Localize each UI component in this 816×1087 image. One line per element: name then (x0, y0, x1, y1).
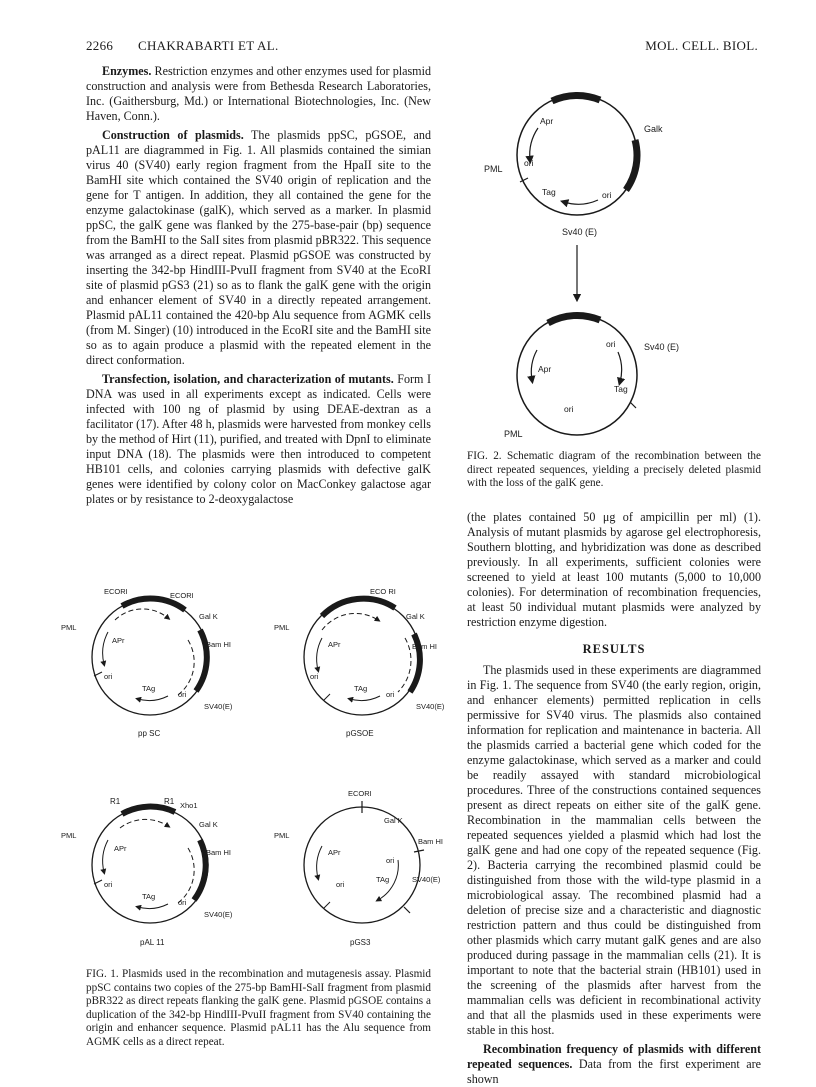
fig2-bottom-sv40: Sv40 (E) (644, 342, 680, 352)
fig2-deleted-plasmid (504, 315, 679, 439)
transfection-heading: Transfection, isolation, and characterization of mutants. (102, 372, 394, 386)
ppsc-sv40: SV40(E) (204, 702, 233, 711)
pal11-bamhi: Bam HI (206, 848, 232, 857)
pgsoe-apr: APr (328, 640, 341, 649)
pgs3-bamhi: Bam HI (418, 837, 444, 846)
left-column (86, 64, 431, 507)
recombination-paragraph (467, 1042, 761, 1087)
ppsc-ecori-2: ECORI (170, 591, 194, 600)
fig2-bottom-ori: ori (564, 404, 574, 414)
ppsc-tag: TAg (142, 684, 156, 693)
ppsc-pml: PML (61, 623, 77, 632)
pgsoe-name: pGSOE (346, 729, 374, 738)
page-number: 2266 (86, 38, 114, 53)
pgs3-apr: APr (328, 848, 341, 857)
construction-heading: Construction of plasmids. (102, 128, 244, 142)
plasmid-ppsc-diagram (61, 587, 233, 738)
pgs3-galk: Gal K (384, 816, 403, 825)
pal11-ori-2: ori (178, 898, 187, 907)
pal11-galk: Gal K (199, 820, 218, 829)
fig2-top-tag: Tag (542, 187, 556, 197)
figure-2-caption: FIG. 2. Schematic diagram of the recombination between the direct repeated sequences, yielding a precisely deleted plasmid with the loss of the galK gene. (467, 450, 761, 489)
pgsoe-pml: PML (274, 623, 290, 632)
fig2-top-apr: Apr (540, 116, 554, 126)
construction-text: The plasmids ppSC, pGSOE, and pAL11 are diagrammed in Fig. 1. All plasmids contained the simian virus 40 (SV40) early region fragment from the HpaII site to the BamHI site which contained the SV40 origin of replication and the gene for T antigen. In addition, they all contained the gene for the enzyme galactokinase (galK), which served as a marker. In plasmid ppSC, the galK gene was flanked by the 275-base-pair (bp) sequence from the BamHI to the SalI sites from plasmid pBR322. This sequence was arranged as a direct repeat. Plasmid pGSOE was constructed by inserting the 342-bp HindIII-PvuII fragment from SV40 at the EcoRI site of plasmid pGS3 (21) so as to flank the galK gene with the origin and enhancer element of SV40 in a directly repeated arrangement. Plasmid pAL11 contained the 420-bp Alu sequence from AGMK cells (from M. Singer) (10) introduced in the EcoRI site and the BamHI site so as to again produce a plasmid with the repeated element in the direct conformation. (86, 128, 431, 367)
pal11-ori: ori (104, 880, 113, 889)
construction-paragraph (86, 128, 431, 368)
fig2-top-pml: PML (484, 164, 503, 174)
fig2-bottom-pml: PML (504, 429, 523, 439)
ppsc-galk: Gal K (199, 612, 218, 621)
ppsc-bamhi: Bam HI (206, 640, 232, 649)
fig2-top-sv40: Sv40 (E) (562, 227, 598, 237)
enzymes-heading: Enzymes. (102, 64, 152, 78)
pgs3-ecori: ECORI (348, 789, 372, 798)
plasmid-pal11-diagram (61, 797, 233, 947)
pgsoe-galk: Gal K (406, 612, 425, 621)
running-authors: CHAKRABARTI ET AL. (138, 38, 279, 53)
fig2-bottom-tag: Tag (614, 384, 628, 394)
results-paragraph: The plasmids used in these experiments are diagrammed in Fig. 1. The sequence from SV40 (the early region, origin, and enhancer elements) permitted replication in cells permissive for SV40 virus. The plasmids also contained information for replication and maintenance in bacteria. All the plasmids carried a bacterial gene which coded for the enzyme galactokinase, which served as a marker and could be readily assayed with standard microbiological procedures. Three of the constructions contained sequences present as direct repeats on either site of the galK gene. Recombination in the mammalian cells between the repeated sequences yielded a plasmid which had lost the galK gene and had one copy of the repeated sequence (Fig. 2). Bacteria carrying the recombined plasmid could be distinguished from those with the wild-type plasmid in a microbiological assay. The recombined plasmid had a deletion of precise size and a characteristic and diagnostic restriction pattern and thus could be distinguished from other plasmids which carry mutant galK genes and are also produced during passage in the mammalian cells (21). It is important to note that the bacterial strain (HB101) used in the screening of the plasmids after harvest from the mammalian cells was deficient in recombinational activity and that all the plasmids used in these experiments were stable in this host. (467, 663, 761, 1037)
pgsoe-tag: TAg (354, 684, 368, 693)
plasmid-pgsoe-diagram (274, 587, 445, 738)
ppsc-ecori-1: ECORI (104, 587, 128, 596)
pgs3-ori: ori (386, 856, 395, 865)
pgs3-pml: PML (274, 831, 290, 840)
enzymes-text: Restriction enzymes and other enzymes used for plasmid construction and analysis were from Bethesda Research Laboratories, Inc. (Gaithersburg, Md.) or International Biotechnologies, Inc. (New Haven, Conn.). (86, 64, 431, 123)
right-column (467, 510, 761, 1087)
pgs3-name: pGS3 (350, 938, 371, 947)
fig2-bottom-ori-top: ori (606, 339, 616, 349)
pgsoe-bamhi: Bam HI (412, 642, 438, 651)
pgs3-ori-2: ori (336, 880, 345, 889)
transfection-paragraph (86, 372, 431, 507)
transfection-text: Form I DNA was used in all experiments except as indicated. Cells were infected with 100 ng of plasmid by using DEAE-dextran as a facilitator (17). After 48 h, plasmids were harvested from monkey cells by the method of Hirt (11), purified, and treated with DpnI to eliminate input DNA (18). The plasmids were then introduced to competent HB101 cells, and colonies carrying plasmids with defective galK genes were identified by colony color on MacConkey galactose agar plates or by resistance to 2-deoxygalactose (86, 372, 431, 506)
figure-1-caption: FIG. 1. Plasmids used in the recombination and mutagenesis assay. Plasmid ppSC contains two copies of the 275-bp BamHI-SalI fragment from plasmid pBR322 as direct repeats flanking the galK gene. Plasmid pGSOE contains a duplication of the 342-bp HindIII-PvuII fragment from SV40 containing the origin and enhancer sequence. Plasmid pAL11 has the Alu sequence from AGMK cells as a direct repeat. (86, 968, 431, 1048)
pgsoe-ori-2: ori (386, 690, 395, 699)
pal11-xho1: Xho1 (180, 801, 198, 810)
pal11-r1-b: R1 (164, 797, 175, 806)
running-header (86, 38, 758, 56)
pal11-pml: PML (61, 831, 77, 840)
pal11-sv40: SV40(E) (204, 910, 233, 919)
fig2-bottom-apr: Apr (538, 364, 552, 374)
pal11-name: pAL 11 (140, 938, 165, 947)
figure-2 (480, 60, 780, 440)
recombination-text: Data from the first experiment are shown (467, 1057, 762, 1086)
ppsc-ori: ori (104, 672, 113, 681)
ppsc-apr: APr (112, 636, 125, 645)
pal11-tag: TAg (142, 892, 156, 901)
fig2-top-ori: ori (524, 158, 534, 168)
ppsc-ori-2: ori (178, 690, 187, 699)
fig2-top-ori-2: ori (602, 190, 612, 200)
pgsoe-ori: ori (310, 672, 319, 681)
pgs3-sv40: SV40(E) (412, 875, 441, 884)
enzymes-paragraph (86, 64, 431, 124)
ppsc-name: pp SC (138, 729, 161, 738)
methods-continuation: (the plates contained 50 μg of ampicillin per ml) (1). Analysis of mutant plasmids by agarose gel electrophoresis, Southern blotting, and hybridization was done as described previously. In all experiments, sufficient colonies were screened to yield at least 100 mutants (5,000 to 10,000 colonies). For determination of recombination frequencies, at least 50 individual mutant plasmids were analyzed by restriction enzyme digestion. (467, 510, 761, 629)
pgs3-tag: TAg (376, 875, 390, 884)
fig2-parent-plasmid (484, 95, 663, 237)
pal11-r1-a: R1 (110, 797, 121, 806)
pal11-apr: APr (114, 844, 127, 853)
journal-name: MOL. CELL. BIOL. (645, 38, 758, 53)
results-heading: RESULTS (582, 642, 646, 656)
plasmid-pgs3-diagram (274, 789, 443, 947)
pgsoe-ecori: ECO RI (370, 587, 396, 596)
figure-1 (60, 560, 445, 970)
fig2-top-galk: Galk (644, 124, 663, 134)
recombination-heading: Recombination frequency of plasmids with different repeated sequences. (467, 1042, 761, 1071)
pgsoe-sv40: SV40(E) (416, 702, 445, 711)
